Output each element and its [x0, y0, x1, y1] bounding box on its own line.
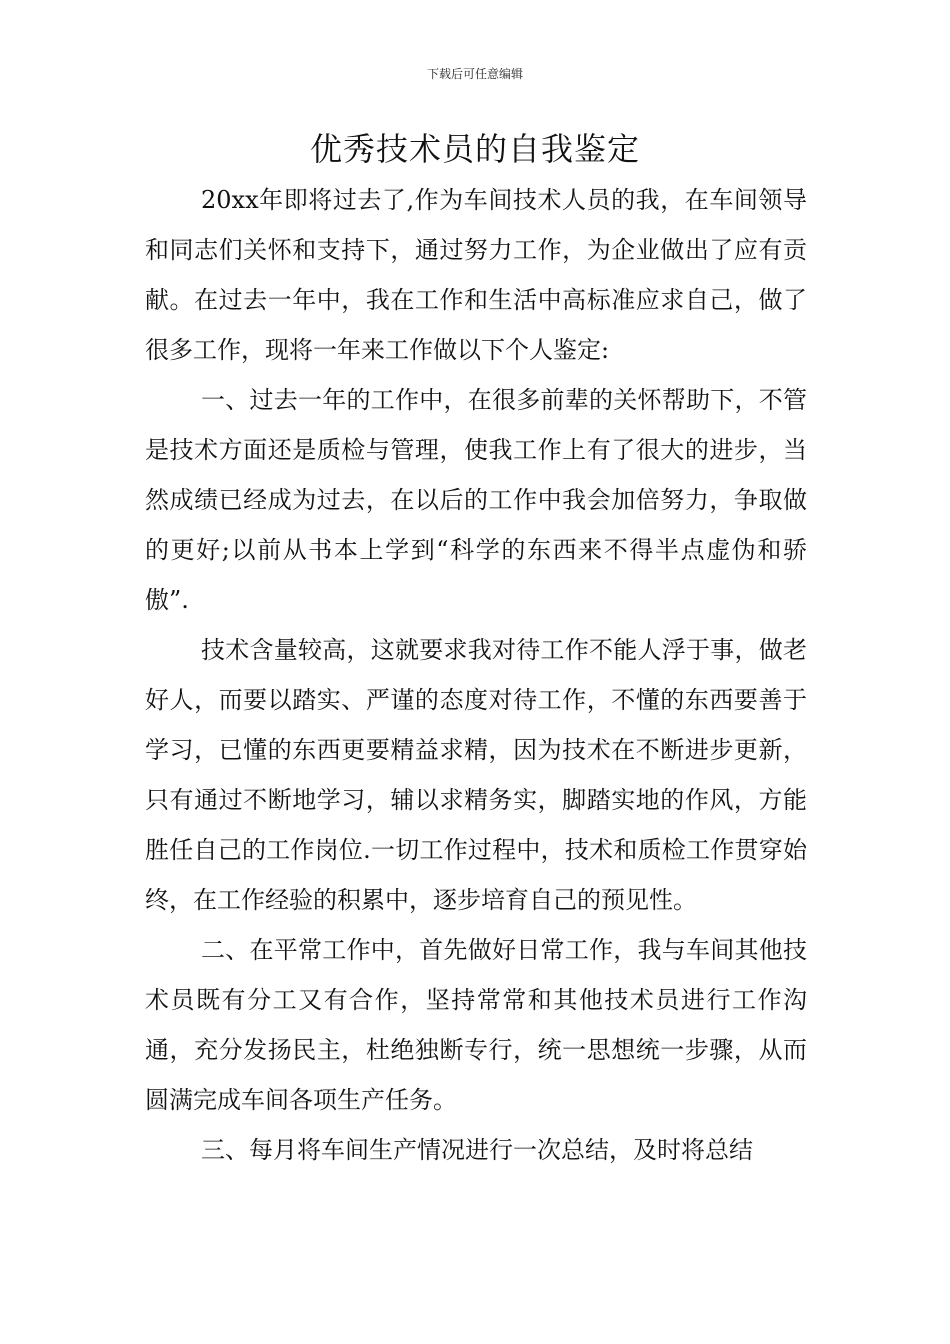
paragraph-section-2: 二、在平常工作中，首先做好日常工作，我与车间其他技术员既有分工又有合作，坚持常常和其他技术员进行工作沟通，充分发扬民主，杜绝独断专行，统一思想统一步骤，从而圆满完成车间各项生产任务。: [145, 936, 807, 1114]
paragraph-technical: 技术含量较高，这就要求我对待工作不能人浮于事，做老好人，而要以踏实、严谨的态度对待工作，不懂的东西要善于学习，已懂的东西更要精益求精，因为技术在不断进步更新，只有通过不断地学习，辅以求精务实，脚踏实地的作风，方能胜任自己的工作岗位.一切工作过程中，技术和质检工作贯穿始终，在工作经验的积累中，逐步培育自己的预见性。: [145, 636, 807, 914]
paragraph-intro: 20xx年即将过去了,作为车间技术人员的我，在车间领导和同志们关怀和支持下，通过努力工作，为企业做出了应有贡献。在过去一年中，我在工作和生活中高标准应求自己，做了很多工作，现将一年来工作做以下个人鉴定:: [145, 186, 807, 364]
document-title: 优秀技术员的自我鉴定: [309, 130, 640, 168]
document-body: [145, 175, 807, 1175]
paragraph-section-1: 一、过去一年的工作中，在很多前辈的关怀帮助下，不管是技术方面还是质检与管理，使我工作上有了很大的进步，当然成绩已经成为过去，在以后的工作中我会加倍努力，争取做的更好;以前从书本上学到“科学的东西来不得半点虚伪和骄傲”.: [145, 386, 807, 614]
paragraph-section-3: 三、每月将车间生产情况进行一次总结，及时将总结: [201, 1136, 753, 1164]
page-header-note: 下载后可任意编辑: [426, 67, 523, 81]
